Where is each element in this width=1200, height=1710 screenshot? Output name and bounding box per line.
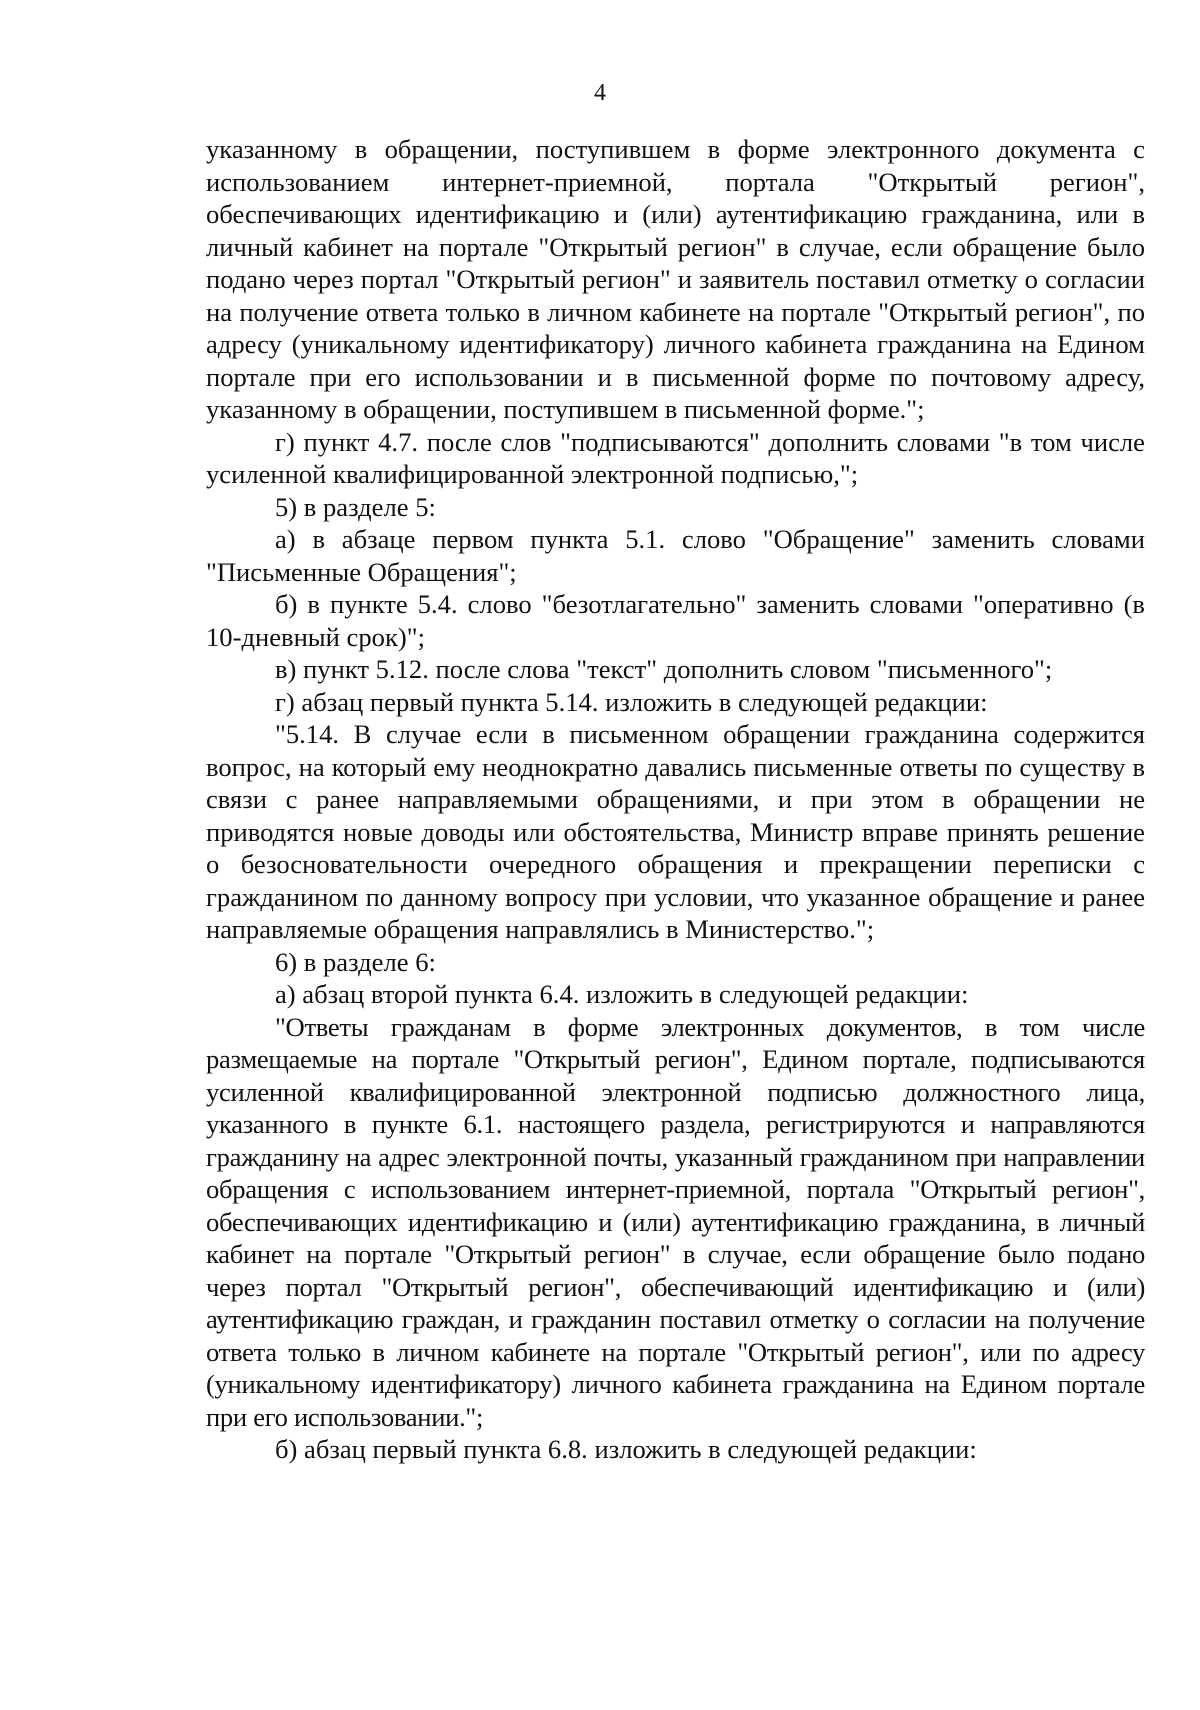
paragraph-continuation: указанному в обращении, поступившем в форме электронного документа с использованием интернет-приемной, портала "Открытый регион", обеспечивающих идентификацию и (или) аутентификацию гражданина, или в личный кабинет на портале "Открытый регион" в случае, если обращение было подано через портал "Открытый регион" и заявитель поставил отметку о согласии на получение ответа только в личном кабинете на портале "Открытый регион", по адресу (уникальному идентификатору) личного кабинета гражданина на Едином портале при его использовании и в письменной форме по почтовому адресу, указанному в обращении, поступившем в письменной форме.";	[206, 134, 1145, 424]
paragraph-item-5-4: б) в пункте 5.4. слово "безотлагательно" заменить словами "оперативно (в 10-дневный срок)";	[206, 589, 1145, 652]
page-number: 4	[594, 80, 606, 106]
paragraph-item-5-1: а) в абзаце первом пункта 5.1. слово "Обращение" заменить словами "Письменные Обращения";	[206, 524, 1145, 587]
paragraph-section-5: 5) в разделе 5:	[275, 491, 436, 522]
paragraph-item-6-8: б) абзац первый пункта 6.8. изложить в следующей редакции:	[275, 1434, 977, 1464]
paragraph-item-6-4: а) абзац второй пункта 6.4. изложить в следующей редакции:	[275, 979, 969, 1009]
paragraph-item-4-7: г) пункт 4.7. после слов "подписываются" дополнить словами "в том числе усиленной квалифицированной электронной подписью,";	[206, 426, 1145, 489]
document-body	[206, 133, 1145, 1466]
paragraph-quote-6-4: "Ответы гражданам в форме электронных документов, в том числе размещаемые на портале "Открытый регион", Едином портале, подписываются усиленной квалифицированной электронной подписью должностного лица, указанного в пункте 6.1. настоящего раздела, регистрируются и направляются гражданину на адрес электронной почты, указанный гражданином при направлении обращения с использованием интернет-приемной, портала "Открытый регион", обеспечивающих идентификацию и (или) аутентификацию гражданина, в личный кабинет на портале "Открытый регион" в случае, если обращение было подано через портал "Открытый регион", обеспечивающий идентификацию и (или) аутентификацию граждан, и гражданин поставил отметку о согласии на получение ответа только в личном кабинете на портале "Открытый регион", или по адресу (уникальному идентификатору) личного кабинета гражданина на Едином портале при его использовании.";	[206, 1011, 1145, 1432]
paragraph-item-5-12: в) пункт 5.12. после слова "текст" дополнить словом "письменного";	[275, 654, 1053, 684]
paragraph-quote-5-14: "5.14. В случае если в письменном обращении гражданина содержится вопрос, на который ему неоднократно давались письменные ответы по существу в связи с ранее направляемыми обращениями, и при этом в обращении не приводятся новые доводы или обстоятельства, Министр вправе принять решение о безосновательности очередного обращения и прекращении переписки с гражданином по данному вопросу при условии, что указанное обращение и ранее направляемые обращения направлялись в Министерство.";	[206, 719, 1145, 944]
paragraph-section-6: 6) в разделе 6:	[275, 946, 436, 977]
paragraph-item-5-14: г) абзац первый пункта 5.14. изложить в следующей редакции:	[275, 686, 988, 717]
